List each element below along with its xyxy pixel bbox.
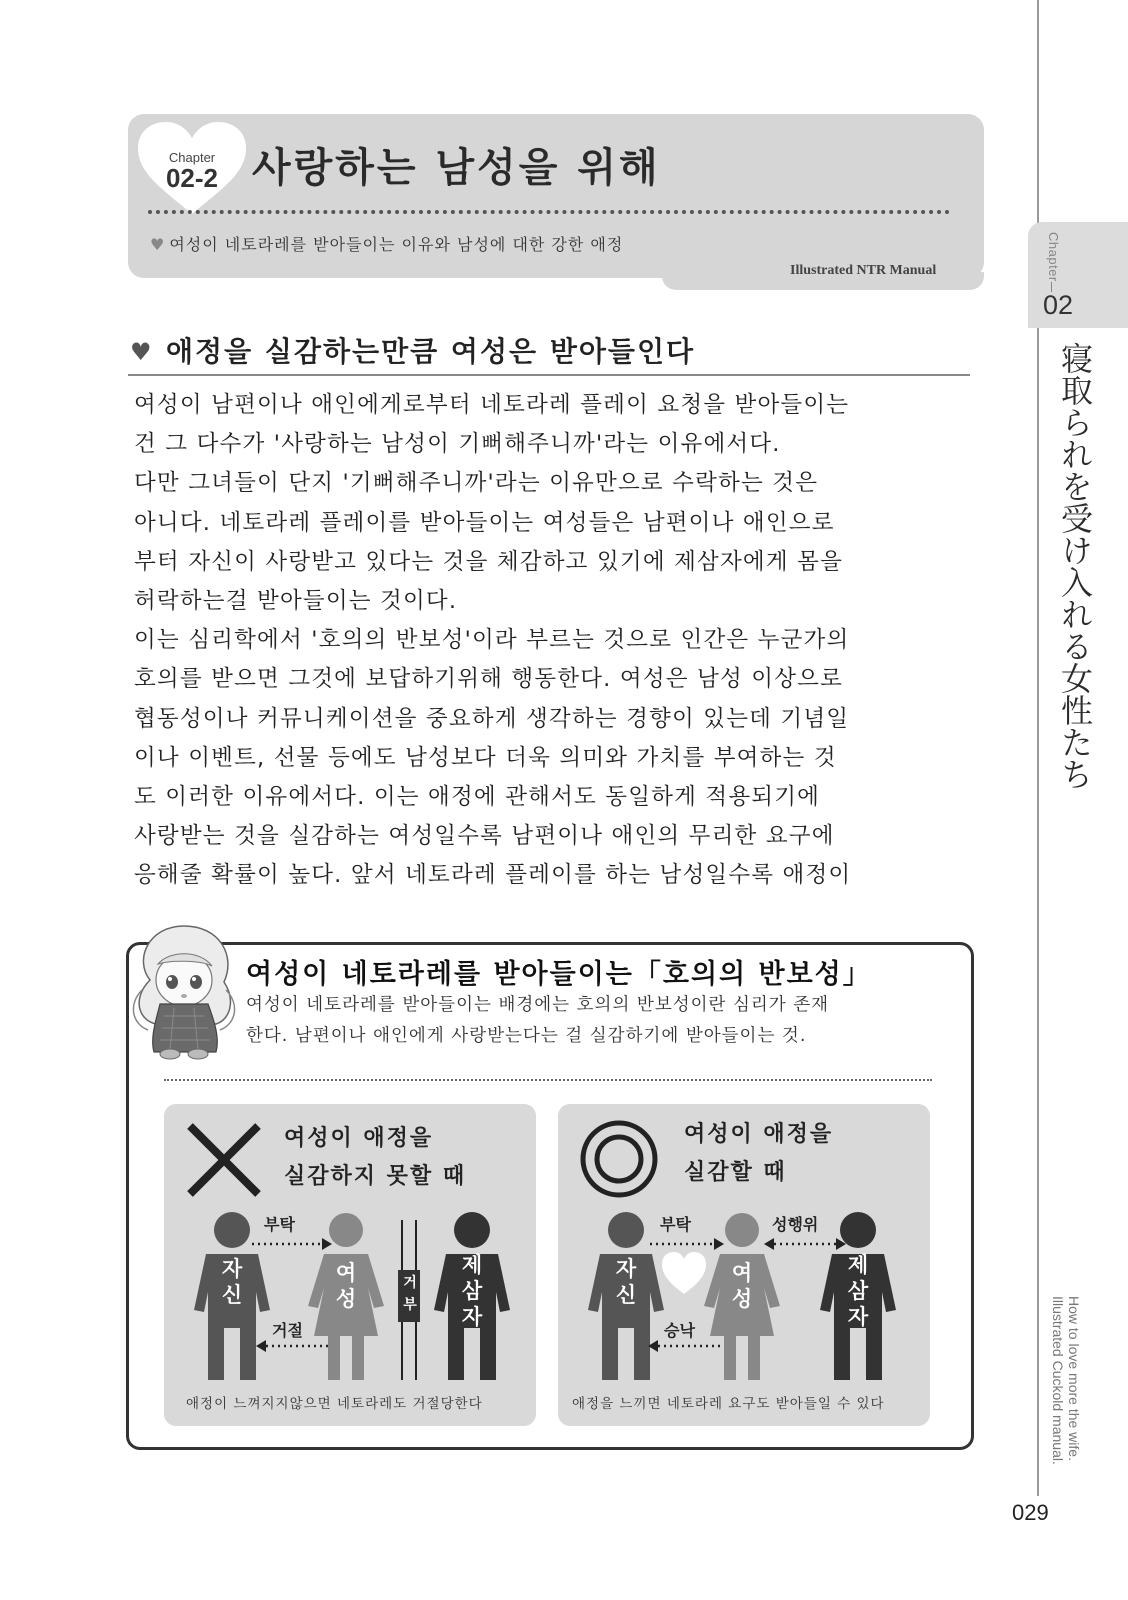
section-rule [128, 374, 970, 376]
header-subtitle [150, 232, 623, 255]
reject-label: 거절 [272, 1321, 303, 1340]
double-circle-icon [578, 1118, 660, 1200]
sex-label: 성행위 [772, 1215, 819, 1234]
rail-japanese-title: 寝取られを受け入れる女性たち [1056, 342, 1094, 790]
body-line: 호의를 받으면 그것에 보답하기위해 행동한다. 여성은 남성 이상으로 [134, 666, 843, 693]
panel-left-caption: 애정이 느껴지지않으면 네토라레도 거절당한다 [186, 1396, 483, 1412]
body-line: 건 그 다수가 '사랑하는 남성이 기뻐해주니까'라는 이유에서다. [134, 431, 781, 458]
request-label: 부탁 [264, 1215, 295, 1234]
header-dotted-divider [148, 210, 950, 214]
woman-label: 여성 [335, 1261, 357, 1311]
info-box-title: 여성이 네토라레를 받아들이는「호의의 반보성」 [246, 959, 872, 990]
panel-left-title [284, 1120, 466, 1196]
panel-right-caption: 애정을 느끼면 네토라레 요구도 받아들일 수 있다 [572, 1396, 885, 1412]
panel-right-title-line1: 여성이 애정을 [684, 1122, 834, 1147]
heart-bullet-icon: ♥ [150, 235, 166, 254]
rail-chapter-label: Chapter [1046, 232, 1061, 282]
body-line: 아니다. 네토라레 플레이를 받아들이는 여성들은 남편이나 애인으로 [134, 509, 835, 536]
body-line: 허락하는걸 받아들이는 것이다. [134, 587, 458, 614]
rail-english-line2: Illustrated Cuckold manual. [1050, 1296, 1066, 1465]
rail-english-title [1050, 1296, 1082, 1496]
page-number: 029 [1012, 1500, 1049, 1525]
body-line: 응해줄 확률이 높다. 앞서 네토라레 플레이를 하는 남성일수록 애정이 [134, 862, 852, 889]
manual-label: Illustrated NTR Manual [790, 263, 937, 278]
request-label: 부탁 [660, 1215, 691, 1234]
third-party-label: 제삼자 [461, 1253, 483, 1329]
header-subtitle-text: 여성이 네토라레를 받아들이는 이유와 남성에 대한 강한 애정 [169, 235, 624, 254]
third-party-label: 제삼자 [847, 1253, 869, 1329]
rail-chapter-number: 02 [1043, 290, 1074, 320]
panel-left-title-line1: 여성이 애정을 [284, 1126, 434, 1151]
info-dotted-divider [164, 1079, 932, 1081]
woman-label: 여성 [731, 1261, 753, 1311]
accept-label: 승낙 [664, 1321, 695, 1340]
info-desc-line: 여성이 네토라레를 받아들이는 배경에는 호의의 반보성이란 심리가 존재 [246, 995, 830, 1015]
section-heart-icon: ♥ [130, 338, 152, 366]
panel-right-title [684, 1116, 833, 1192]
panel-left-title-line2: 실감하지 못할 때 [284, 1164, 467, 1189]
body-line: 다만 그녀들이 단지 '기뻐해주니까'라는 이유만으로 수락하는 것은 [134, 470, 819, 497]
body-line: 협동성이나 커뮤니케이션을 중요하게 생각하는 경향이 있는데 기념일 [134, 705, 850, 732]
panel-right-title-line2: 실감할 때 [684, 1160, 787, 1185]
refuse-label: 거부 [403, 1275, 417, 1313]
cross-mark-icon [184, 1120, 264, 1200]
chapter-label: Chapter [168, 150, 216, 165]
body-line: 이는 심리학에서 '호의의 반보성'이라 부르는 것으로 인간은 누군가의 [134, 627, 850, 654]
rail-english-line1: How to love more the wife. [1066, 1296, 1082, 1461]
chapter-number: 02-2 [165, 163, 219, 193]
info-box-description [246, 990, 966, 1052]
section-title: 애정을 실감하는만큼 여성은 받아들인다 [166, 335, 696, 368]
body-line: 사랑받는 것을 실감하는 여성일수록 남편이나 애인의 무리한 요구에 [134, 823, 835, 850]
body-line: 여성이 남편이나 애인에게로부터 네토라레 플레이 요청을 받아들이는 [134, 392, 850, 418]
body-line: 도 이러한 이유에서다. 이는 애정에 관해서도 동일하게 적용되기에 [134, 783, 821, 810]
self-label: 자신 [615, 1257, 637, 1307]
info-desc-line: 한다. 남편이나 애인에게 사랑받는다는 걸 실감하기에 받아들이는 것. [246, 1026, 807, 1046]
page-title: 사랑하는 남성을 위해 [252, 145, 661, 191]
body-line: 이나 이벤트, 선물 등에도 남성보다 더욱 의미와 가치를 부여하는 것 [134, 744, 837, 771]
girl-illustration [120, 920, 248, 1060]
self-label: 자신 [221, 1257, 243, 1307]
heart-icon [662, 1252, 706, 1294]
body-line: 부터 자신이 사랑받고 있다는 것을 체감하고 있기에 제삼자에게 몸을 [134, 548, 843, 575]
body-text [134, 386, 974, 895]
